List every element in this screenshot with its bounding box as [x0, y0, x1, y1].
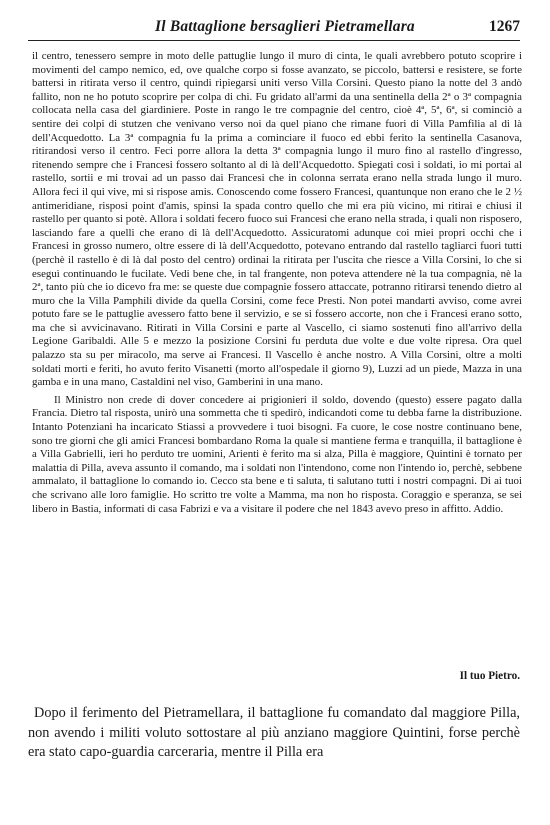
body-paragraph: Dopo il ferimento del Pietramellara, il battaglione fu comandato dal maggiore Pilla, non avendo i militi voluto sottostare al più anziano maggiore Quintini, forse perchè era stato capo-guardia carceraria, mentre il Pilla era: [28, 705, 520, 760]
quoted-letter: [32, 50, 522, 516]
letter-signature: Il tuo Pietro.: [459, 670, 520, 682]
running-title: Il Battaglione bersaglieri Pietramellara: [155, 18, 415, 35]
letter-paragraph: il centro, tenessero sempre in moto delle pattuglie lungo il muro di cinta, le quali avrebbero potuto scoprire i movimenti del campo nemico, ed, ove qualche corpo si fosse avanzato, se piccolo, battersi e resistere, se forte battersi in ritirata verso il centro, quindi ripiegarsi uniti verso Villa Corsini. Questo piano la notte del 3 andò fallito, non ne ho potuto scoprire per colpa di chi. Fu gridato all'armi da una sentinella della 2ª o 3ª compagnia collocata nella casa del giardiniere. Poste in rango le tre compagnie del centro, cioè 4ª, 5ª, 6ª, si cominciò a sentire dei colpi di stutzen che venivano verso noi da quel piano che rimane fuori di Villa Pamfilia al di là dell'Acquedotto. La 3ª compagnia fu la prima a cominciare il fuoco ed ebbi ferito la sentinella Casanova, ritirandosi verso il centro. Feci porre allora la detta 3ª compagnia lungo il muro fino al rastello d'ingresso, ritenendo sempre che i Francesi fossero soltanto al di là dell'Acquedotto. Spiegati così i soldati, io mi portai al rastello, sortii e mi trovai ad un passo dai Francesi che in colonna serrata erano nella strada lungo il muro. Allora feci il qui vive, mi si rispose amis. Conoscendo come fossero Francesi, quantunque non erano che le 2 ½ antimeridiane, risposi point d'amis, spinsi la spada contro quello che mi era più vicino, mi ritirai e chiusi il rastello per quanto si potè. Allora i soldati fecero fuoco sui Francesi che erano nella strada, i quali non risposero, lasciando fare a quelli che erano di là dell'Acquedotto. Assicuratomi adunque coi miei propri occhi che i Francesi in grosso numero, oltre essere di là dell'Acquedotto, potevano entrando dal rastello tagliarci fuori tutti (perchè il rastello è di là dal posto del centro) ordinai la ritirata per l'uscita che riesce a Villa Corsini, lo che si eseguì continuando le fucilate. Vedi bene che, in tal frangente, non poteva attendere nè la tua compagnia, nè la 2ª, tanto più che io dicevo fra me: se queste due compagnie fossero attaccate, potranno ritirarsi tenendo dietro al muro che la Villa Pamphili divide da quella Corsini, come fece Presti. Non potei mandarti avviso, come avrei potuto fare se le pattuglie avessero fatto bene il servizio, e se si fossero accorte, non che i Francesi erano sotto, ma che si avvicinavano. Ritirati in Villa Corsini e parte al Vascello, ci siamo sostenuti fino all'arrivo della Legione Garibaldi. Alle 5 e mezzo la posizione Corsini fu perduta due volte e due volte ripresa. Ora quel palazzo sta su per miracolo, ma serve ai Francesi. Il Vascello è anche nostro. A Villa Corsini, oltre a molti soldati morti e feriti, ho avuto ferito Visanetti (morto all'ospedale il giorno 9), Luzzi ad un piede, Mazza in una gamba e in una mano, Castaldini nel viso, Gamberini in una mano.: [32, 50, 522, 389]
letter-paragraph: Il Ministro non crede di dover concedere ai prigionieri il soldo, dovendo (questo) essere pagato dalla Francia. Dietro tal risposta, unirò una sommetta che ti spedirò, indicandoti come tu debba farne la distribuzione. Intanto Potenziani ha incaricato Stiassi a provvedere i tuoi bisogni. Fa cuore, le cose nostre continuano bene, sono tre giorni che gli amici Francesi bombardano Roma la quale si mantiene ferma e tranquilla, il battaglione è a Villa Gabrielli, ieri ho perduto tre uomini, Arienti è ferito ma si alza, Pilla è maggiore, Quintini è tornato per malattia di Pilla, aveva assunto il comando, ma i soldati non l'intendono, come non l'intendo io, perchè, sebbene ammalato, il battaglione lo comando io. Cecco sta bene e ti saluta, ti salutano tutti i nostri compagni. Di ai tuoi che scrivano alle loro famiglie. Ho scritto tre volte a Mamma, ma non ho risposta. Coraggio e speranza, se sei libero in Bastia, informati di casa Fabrizi e va a visitare il podere che nel 1843 avevo preso in affitto. Addio.: [32, 393, 522, 515]
header-rule: [28, 40, 520, 41]
running-header: [0, 18, 520, 38]
page-number: 1267: [489, 18, 520, 35]
